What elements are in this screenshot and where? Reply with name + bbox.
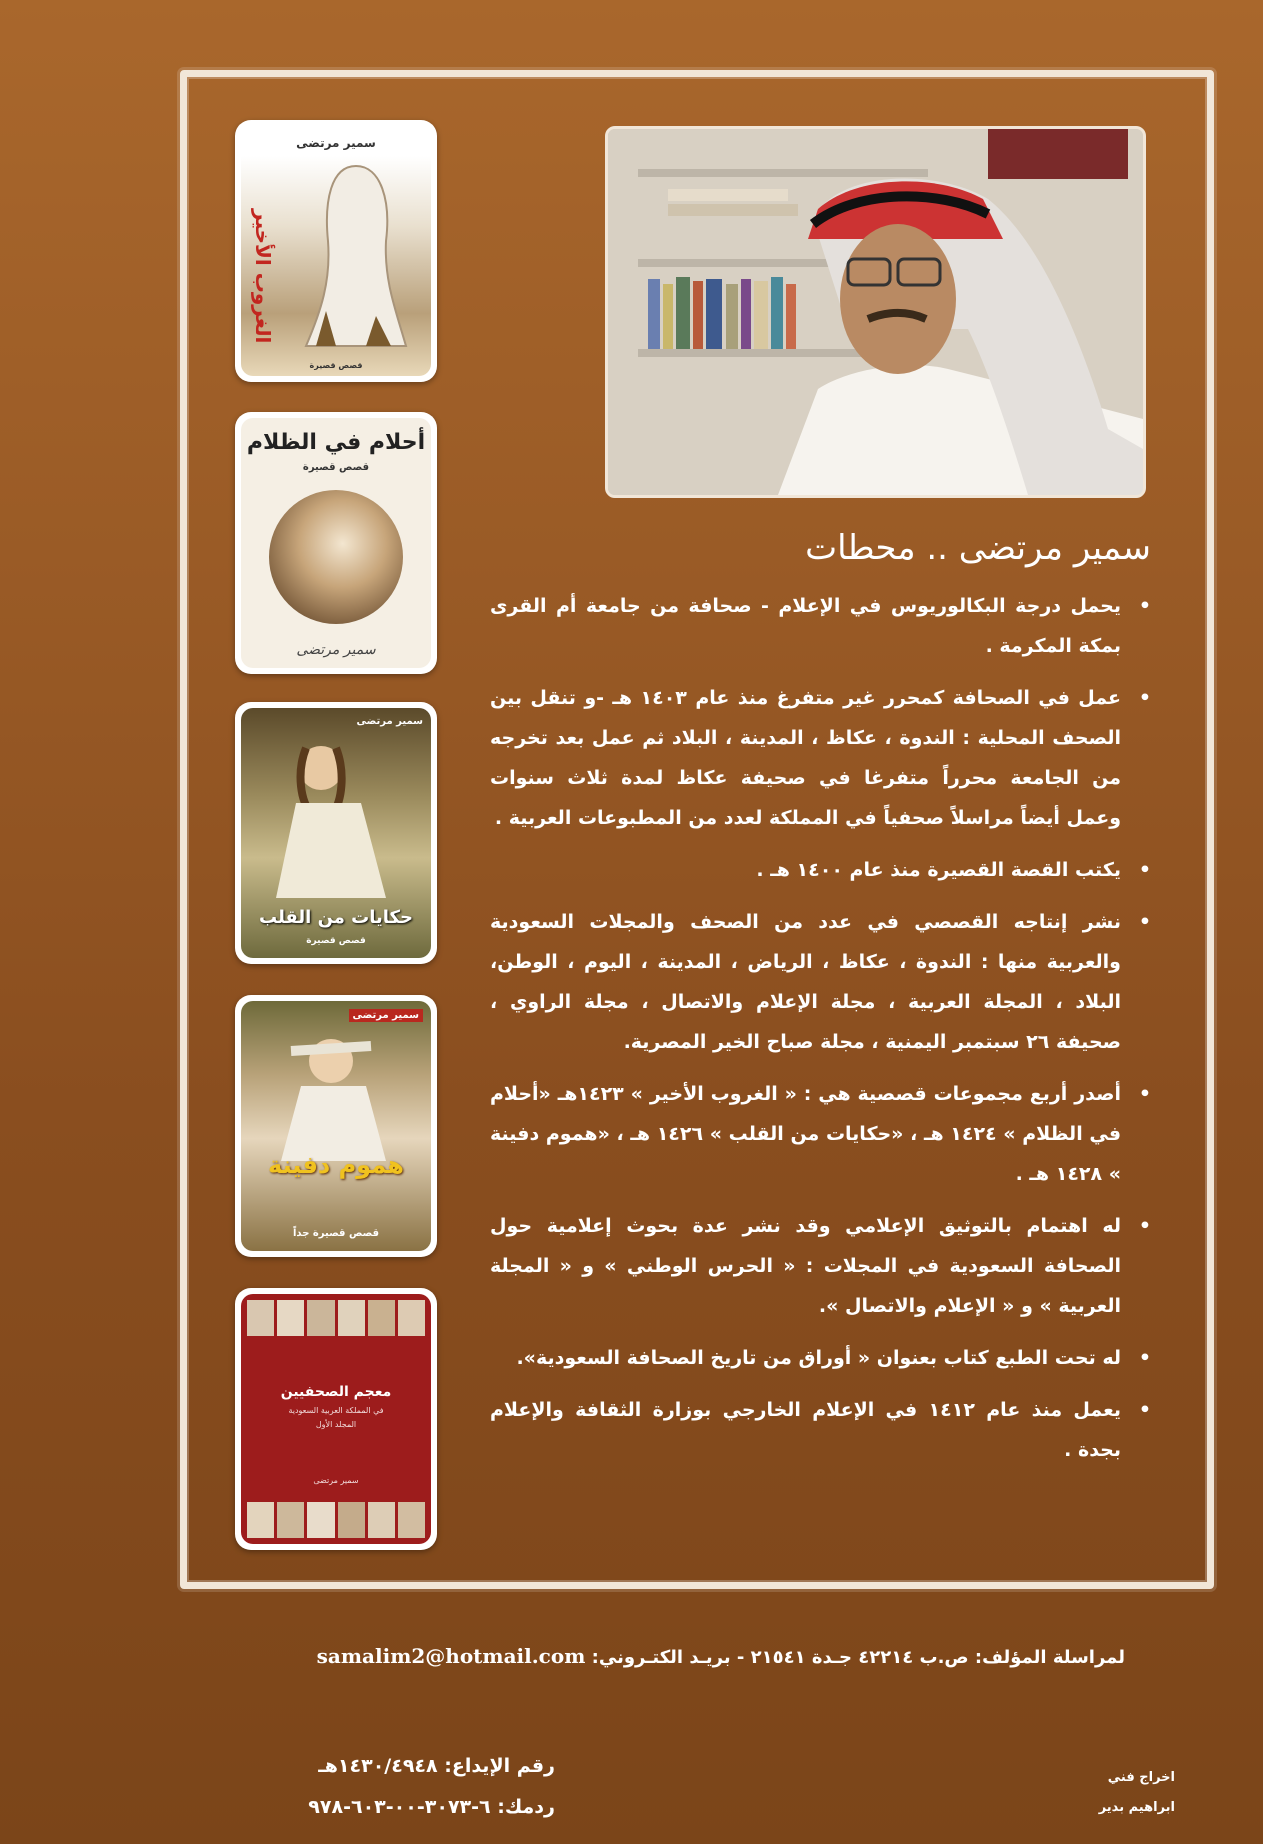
book-title: أحلام في الظلام [246,430,426,455]
legal-deposit-number: رقم الإيداع: ١٤٣٠/٤٩٤٨هـ [318,1755,555,1777]
bio-item: • يحمل درجة البكالوريوس في الإعلام - صحافة من جامعة أم القرى بمكة المكرمة . [490,586,1121,666]
book-subtitle: في المملكة العربية السعودية [288,1406,384,1415]
book-subtitle: قصص قصيرة [309,361,363,370]
bio-item: • له تحت الطبع كتاب بعنوان « أوراق من تاريخ الصحافة السعودية». [490,1338,1121,1378]
bio-item: • أصدر أربع مجموعات قصصية هي : « الغروب الأخير » ١٤٢٣هـ «أحلام في الظلام » ١٤٢٤ هـ ، «حكايات من القلب » ١٤٢٦ هـ ، «هموم دفينة » ١٤٢٨ هـ . [490,1074,1121,1194]
veiled-figure-illustration [296,161,416,351]
book-author: سمير مرتضى [313,1476,359,1485]
portrait-strip-top [247,1300,425,1336]
bio-item: • يكتب القصة القصيرة منذ عام ١٤٠٠ هـ . [490,850,1121,890]
author-photo [605,126,1146,498]
book-author: سمير مرتضى [349,1009,423,1022]
isbn-number: ردمك: ٦-٣٠٧٣-٠٠-٦٠٣-٩٧٨ [308,1796,555,1818]
book-cover-2 [235,412,437,674]
bio-item: • عمل في الصحافة كمحرر غير متفرغ منذ عام ١٤٠٣ هـ -و تنقل بين الصحف المحلية : الندوة ، عكاظ ، المدينة ، البلاد ثم عمل بعد تخرجه من الجامعة محرراً متفرغا في صحيفة عكاظ لمدة ثلاث سنوات وعمل أيضاً مراسلاً صحفياً في المملكة لعدد من المطبوعات العربية . [490,678,1121,838]
author-photo-illustration [608,129,1143,495]
book-title: هموم دفينة [268,1151,404,1179]
book-signature: سمير مرتضى [296,642,376,658]
portrait-strip-bottom [247,1502,425,1538]
design-credit-label: اخراج فني [1107,1770,1175,1785]
book-subtitle: قصص قصيرة [302,462,370,473]
child-portrait-image [269,490,403,624]
book-volume: المجلد الأول [315,1420,357,1429]
book-title: معجم الصحفيين [280,1384,392,1400]
book-cover-4 [235,995,437,1257]
book-author: سمير مرتضى [356,716,423,727]
book-cover-3 [235,702,437,964]
book-author: سمير مرتضى [296,136,376,150]
book-subtitle: قصص قصيرة [306,936,366,946]
bio-list [490,586,1151,1482]
author-email-link[interactable]: samalim2@hotmail.com [316,1644,586,1668]
page-title: سمير مرتضى .. محطات [805,528,1151,568]
contact-prefix: لمراسلة المؤلف: ص.ب ٤٢٢١٤ جـدة ٢١٥٤١ - بريـد الكتـروني: [591,1647,1125,1668]
book-cover-1 [235,120,437,382]
book-title: حكايات من القلب [259,907,413,928]
book-cover-5 [235,1288,437,1550]
book-title: الغروب الأخير [251,208,275,344]
girl-painting-illustration [266,733,406,903]
bio-item: • يعمل منذ عام ١٤١٢ في الإعلام الخارجي بوزارة الثقافة والإعلام بجدة . [490,1390,1121,1470]
contact-line [317,1644,1125,1668]
bio-item: • نشر إنتاجه القصصي في عدد من الصحف والمجلات السعودية والعربية منها : الندوة ، عكاظ ، الرياض ، المدينة ، اليوم ، الوطن، البلاد ، المجلة العربية ، مجلة الإعلام والاتصال ، مجلة الراوي ، صحيفة ٢٦ سبتمبر اليمنية ، مجلة صباح الخير المصرية. [490,902,1121,1062]
girl-painting-illustration [261,1021,411,1161]
book-subtitle: قصص قصيرة جداً [292,1228,380,1239]
bio-item: • له اهتمام بالتوثيق الإعلامي وقد نشر عدة بحوث إعلامية حول الصحافة السعودية في المجلات : « الحرس الوطني » و « المجلة العربية » و « الإعلام والاتصال ». [490,1206,1121,1326]
designer-name: ابراهيم بدير [1098,1800,1175,1815]
